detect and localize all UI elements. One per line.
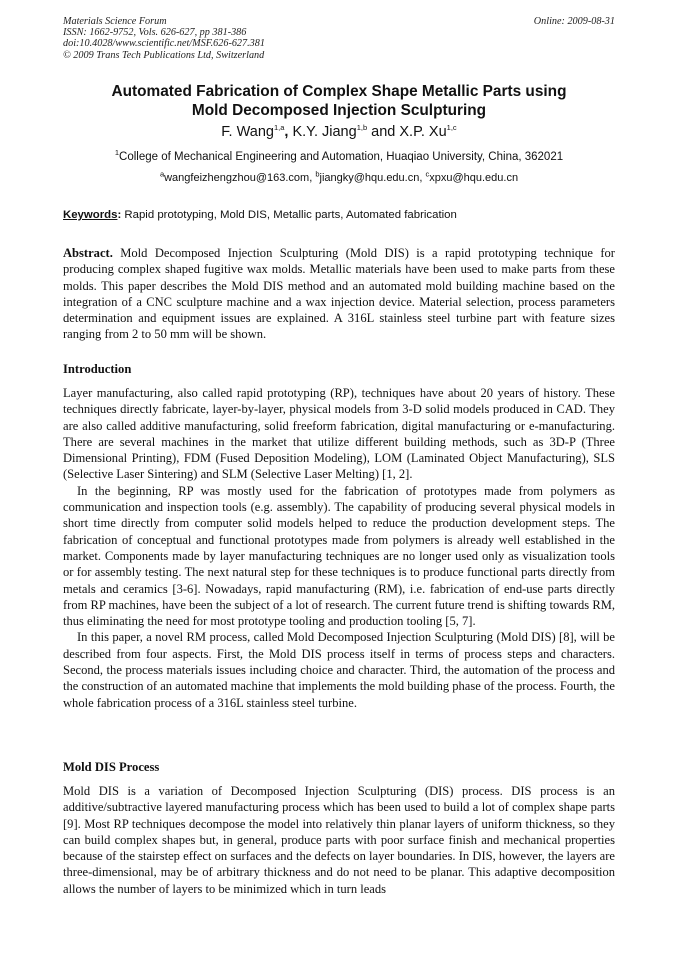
abstract-label: Abstract. xyxy=(63,246,113,260)
email-c-marker: c xyxy=(425,169,430,179)
keywords-colon: : xyxy=(117,209,122,221)
author-1: F. Wang xyxy=(221,124,274,140)
issn-line: ISSN: 1662-9752, Vols. 626-627, pp 381-386 xyxy=(63,27,247,39)
journal-name: Materials Science Forum xyxy=(63,16,167,27)
keywords xyxy=(63,209,615,221)
mold-dis-heading: Mold DIS Process xyxy=(63,760,160,774)
email-c: xpxu@hqu.edu.cn xyxy=(429,172,519,184)
author-3-affil: 1,c xyxy=(446,123,457,133)
affiliation-text: College of Mechanical Engineering and Automation, Huaqiao University, China, 362021 xyxy=(119,151,564,163)
title-line-2: Mold Decomposed Injection Sculpturing xyxy=(191,102,487,119)
author-separator-2: and xyxy=(367,124,400,140)
intro-paragraph-1: Layer manufacturing, also called rapid prototyping (RP), techniques have about 20 years of history. These techniques directly fabricate, layer-by-layer, physical models from 3-D solid models produced in CAD. They are also called additive manufacturing, solid freeform fabrication, digital manufacturing or e-manufacturing. There are several machines in the market that utilize different building methods, such as 3D-P (Three Dimensional Printing), FDM (Fused Deposition Modeling), LOM (Laminated Object Manufacturing), SLS (Selective Laser Sintering) and SLM (Selective Laser Melting) [1, 2]. xyxy=(63,386,615,482)
introduction-heading: Introduction xyxy=(63,362,132,376)
mold-dis-paragraph-1: Mold DIS is a variation of Decomposed Injection Sculpturing (DIS) process. DIS process is an additive/subtractive layered manufacturing process which has been used to build a lot of complex shape parts [9]. Most RP techniques decompose the model into relatively thin planar layers of uniform thickness, so they can build complex shapes but, in general, produce parts with poor surface finish and mechanical properties because of the stairstep effect on surfaces and the defects on layer boundaries. In DIS, however, the layers are three-dimensional, may be of arbitrary thickness and do not need to be planar. This adaptive decomposition allows the number of layers to be minimized which in turn leads xyxy=(63,784,615,896)
abstract xyxy=(63,245,615,343)
email-b: jiangky@hqu.edu.cn, xyxy=(319,172,426,184)
title-line-1: Automated Fabrication of Complex Shape Metallic Parts using xyxy=(111,83,567,100)
author-separator-1: , xyxy=(284,124,293,140)
author-2: K.Y. Jiang xyxy=(292,124,357,140)
keywords-label: Keywords xyxy=(63,209,118,221)
paper-title xyxy=(63,82,615,120)
email-b-marker: b xyxy=(315,169,320,179)
affiliation xyxy=(63,148,615,163)
author-1-affil: 1,a xyxy=(273,123,285,133)
author-list xyxy=(63,124,615,140)
affiliation-marker: 1 xyxy=(114,148,120,158)
author-2-affil: 1,b xyxy=(356,123,368,133)
keywords-text: Rapid prototyping, Mold DIS, Metallic parts, Automated fabrication xyxy=(121,209,457,221)
intro-paragraph-2: In the beginning, RP was mostly used for the fabrication of prototypes made from polymers as communication and inspection tools (e.g. assembly). The capability of producing several physical models in short time directly from computer solid models helped to reduce the production development steps. The fabrication of conceptual and functional prototypes made from polymers is already well established in the market. Components made by layer manufacturing techniques are no longer used only as visualization tools or for assembly testing. The next natural step for these techniques is to produce functional parts directly from metals and ceramics [3-6]. Nowadays, rapid manufacturing (RM), i.e. fabrication of end-use parts directly from RP machines, have been the subject of a lot of research. The current future trend is shifting towards RM, thus eliminating the need for most prototype tooling and production tooling [5, 7]. xyxy=(63,483,615,629)
intro-paragraph-3: In this paper, a novel RM process, called Mold Decomposed Injection Sculpturing (Mold DIS) [8], will be described from four aspects. First, the Mold DIS process itself in terms of process steps and characters. Second, the process materials issues including choice and character. Third, the automation of the process and the construction of an automated machine that implements the mold building phase of the process. Fourth, the whole fabrication process of a 316L stainless steel turbine. xyxy=(63,630,615,710)
email-a: wangfeizhengzhou@163.com, xyxy=(164,172,316,184)
online-date: Online: 2009-08-31 xyxy=(533,16,615,27)
doi-line: doi:10.4028/www.scientific.net/MSF.626-627.381 xyxy=(63,38,265,50)
email-a-marker: a xyxy=(159,169,165,179)
introduction-body xyxy=(63,385,615,711)
journal-header xyxy=(63,16,615,61)
copyright-line: © 2009 Trans Tech Publications Ltd, Switzerland xyxy=(63,49,265,61)
author-3: X.P. Xu xyxy=(399,124,447,140)
email-list xyxy=(63,169,615,184)
mold-dis-body xyxy=(63,783,615,897)
abstract-text: Mold Decomposed Injection Sculpturing (Mold DIS) is a rapid prototyping technique for producing complex shaped fugitive wax molds. Metallic materials have been used to make parts from these molds. This paper describes the Mold DIS method and an automated mold building machine based on the integration of a CNC sculpture machine and a wax injection device. Material selection, process parameters determination and equipment issues are explained. A 316L stainless steel turbine part with feature sizes ranging from 2 to 50 mm will be shown. xyxy=(63,246,615,342)
